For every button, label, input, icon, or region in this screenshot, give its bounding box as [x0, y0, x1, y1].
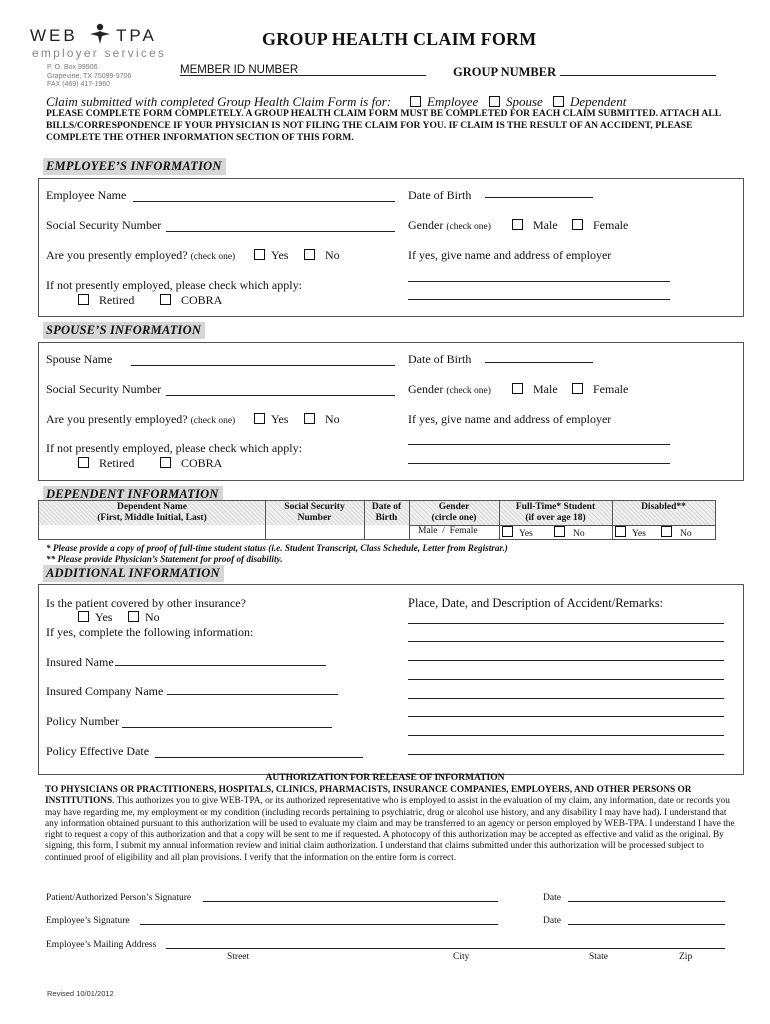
if-yes-label: If yes, complete the following information:	[46, 625, 254, 639]
spouse-female-option[interactable]: Female	[572, 382, 628, 397]
logo-word-tpa: TPA	[116, 26, 157, 45]
claim-for-employee-checkbox[interactable]	[410, 96, 421, 107]
employee-retired-checkbox[interactable]	[78, 294, 89, 305]
dep-student-yes[interactable]: Yes	[502, 526, 533, 539]
employee-dob-field[interactable]	[485, 197, 593, 198]
dep-col-disabled: Disabled**	[641, 502, 686, 512]
employee-male-checkbox[interactable]	[512, 219, 523, 230]
dep-disabled-no[interactable]: No	[661, 526, 692, 539]
member-id-field[interactable]	[180, 75, 426, 76]
logo-figure-icon	[88, 22, 112, 46]
employee-date-label: Date	[543, 916, 561, 926]
employee-employer-label: If yes, give name and address of employer	[408, 248, 612, 262]
claim-for-spouse-checkbox[interactable]	[489, 96, 500, 107]
claim-for-label: Claim submitted with completed Group Health Claim Form is for:	[46, 94, 392, 109]
spouse-retired-checkbox[interactable]	[78, 457, 89, 468]
group-number-field[interactable]	[560, 75, 716, 76]
spouse-name-field[interactable]	[131, 365, 395, 366]
member-id-label: MEMBER ID NUMBER	[180, 64, 299, 76]
spouse-dob-field[interactable]	[485, 362, 593, 363]
additional-section-header: ADDITIONAL INFORMATION	[43, 565, 224, 582]
employee-male-option[interactable]: Male	[512, 218, 558, 233]
city-label: City	[453, 952, 470, 962]
spouse-dob-label: Date of Birth	[408, 352, 472, 366]
dep-disabled-yes-checkbox[interactable]	[615, 526, 626, 537]
employee-dob-label: Date of Birth	[408, 188, 472, 202]
claim-for-dependent[interactable]: Dependent	[553, 94, 626, 110]
spouse-employer-label: If yes, give name and address of employer	[408, 412, 612, 426]
dep-col-student: Full-Time* Student (if over age 18)	[515, 502, 596, 523]
employee-employed-no-checkbox[interactable]	[304, 249, 315, 260]
dependent-note-2: ** Please provide Physician’s Statement for proof of disability.	[46, 554, 283, 564]
other-insurance-no[interactable]: No	[128, 610, 160, 625]
employee-ssn-field[interactable]	[166, 231, 395, 232]
policy-date-label: Policy Effective Date	[46, 744, 150, 758]
authorization-body-text: . This authorizes you to give WEB-TPA, or its authorized representative who is employed to assist in the evaluation of my claim, any information, date or records you may have regarding me, my employment or my condition (including records pertaining to psychiatric, drug or alcohol use history, and any disability I may have had). I understand that any information obtained pursuant to this authorization will be used to evaluate my claim and may be transferred to an agency or person employed by WEB-TPA. I understand I have the right to request a copy of this authorization and that a copy will be sent to me if requested. A photocopy of this authorization may be accepted as effective and valid as the original. By signing, this form, I submit my annual information review and initial claim authorization. I understand that claims submitted under this authorization will be processed subject to continued proof of eligibility and all plan provisions. I verify that the information on the entire form is correct.	[45, 796, 735, 863]
dependent-section-header: DEPENDENT INFORMATION	[43, 486, 223, 503]
spouse-name-label: Spouse Name	[46, 352, 113, 366]
authorization-title: AUTHORIZATION FOR RELEASE OF INFORMATION	[265, 773, 505, 783]
employee-female-checkbox[interactable]	[572, 219, 583, 230]
employee-employer-field-1[interactable]	[408, 281, 670, 282]
employee-signature-label: Employee’s Signature	[46, 916, 130, 926]
accident-label: Place, Date, and Description of Accident/Remarks:	[408, 596, 664, 610]
other-insurance-label: Is the patient covered by other insurance?	[46, 596, 246, 610]
other-insurance-no-checkbox[interactable]	[128, 611, 139, 622]
page-title: GROUP HEALTH CLAIM FORM	[262, 29, 537, 49]
dependent-note-1: * Please provide a copy of proof of full-time student status (i.e. Student Transcript, Class Schedule, Letter from Registrar.)	[46, 543, 508, 553]
address-line-3: FAX (469) 417-1960	[47, 81, 111, 88]
employee-section-header: EMPLOYEE’S INFORMATION	[43, 158, 226, 175]
dep-disabled-no-checkbox[interactable]	[661, 526, 672, 537]
spouse-employed-no-checkbox[interactable]	[304, 413, 315, 424]
spouse-employed-label: Are you presently employed? (check one)	[46, 412, 236, 426]
dep-student-no[interactable]: No	[554, 526, 585, 539]
employee-employed-yes-checkbox[interactable]	[254, 249, 265, 260]
spouse-ssn-field[interactable]	[166, 395, 395, 396]
address-line-1: P. O. Box 99906	[47, 64, 98, 71]
patient-date-label: Date	[543, 893, 561, 903]
accident-line-4[interactable]	[408, 679, 724, 680]
employee-gender-label: Gender (check one)	[408, 218, 491, 232]
employee-retired-option[interactable]: Retired	[78, 293, 134, 308]
spouse-employed-no[interactable]: No	[304, 412, 340, 427]
instructions: PLEASE COMPLETE FORM COMPLETELY. A GROUP HEALTH CLAIM FORM MUST BE COMPLETED FOR EACH CLAIM SUBMITTED. ATTACH ALL BILLS/CORRESPONDENCE IF YOUR PHYSICIAN IS NOT FILING THE CLAIM FOR YOU. IF CLAIM IS THE RESULT OF AN ACCIDENT, PLEASE COMPLETE THE OTHER INFORMATION SECTION OF THIS FORM.	[46, 108, 721, 143]
spouse-not-employed-label: If not presently employed, please check which apply:	[46, 441, 302, 455]
employee-employer-field-2[interactable]	[408, 299, 670, 300]
employee-cobra-checkbox[interactable]	[160, 294, 171, 305]
revised-date: Revised 10/01/2012	[47, 989, 114, 998]
employee-employed-yes[interactable]: Yes	[254, 248, 288, 263]
spouse-female-checkbox[interactable]	[572, 383, 583, 394]
employee-employed-label: Are you presently employed? (check one)	[46, 248, 236, 262]
employee-name-label: Employee Name	[46, 188, 127, 202]
accident-line-5[interactable]	[408, 698, 724, 699]
policy-number-field[interactable]	[122, 727, 332, 728]
spouse-gender-label: Gender (check one)	[408, 382, 491, 396]
other-insurance-yes-checkbox[interactable]	[78, 611, 89, 622]
accident-line-3[interactable]	[408, 660, 724, 661]
employee-date-field[interactable]	[568, 924, 725, 925]
employee-cobra-option[interactable]: COBRA	[160, 293, 222, 308]
patient-signature-label: Patient/Authorized Person’s Signature	[46, 893, 192, 903]
dep-gender-options[interactable]: Male / Female	[418, 526, 478, 536]
employee-not-employed-label: If not presently employed, please check which apply:	[46, 278, 302, 292]
dep-student-yes-checkbox[interactable]	[502, 526, 513, 537]
dep-col-dob: Date of Birth	[371, 502, 402, 523]
employee-employed-no[interactable]: No	[304, 248, 340, 263]
company-address	[47, 64, 131, 90]
employee-ssn-label: Social Security Number	[46, 218, 162, 232]
employee-signature-field[interactable]	[140, 924, 498, 925]
insured-name-label: Insured Name	[46, 655, 114, 669]
authorization-bold-text: TO PHYSICIANS OR PRACTITIONERS, HOSPITALS, CLINICS, PHARMACISTS, INSURANCE COMPANIES, EMPLOYERS, AND OTHER PERSONS OR INSTITUTIONS	[45, 785, 692, 807]
employee-name-field[interactable]	[133, 201, 395, 202]
policy-number-label: Policy Number	[46, 714, 119, 728]
patient-signature-field[interactable]	[203, 901, 498, 902]
spouse-male-option[interactable]: Male	[512, 382, 558, 397]
dep-col-ssn: Social Security Number	[284, 502, 345, 523]
spouse-retired-option[interactable]: Retired	[78, 456, 134, 471]
claim-for-employee[interactable]: Employee	[410, 94, 478, 110]
dep-col-gender: Gender (circle one)	[431, 502, 477, 523]
spouse-employed-yes-checkbox[interactable]	[254, 413, 265, 424]
claim-for-dependent-checkbox[interactable]	[553, 96, 564, 107]
logo	[30, 26, 170, 62]
mailing-address-label: Employee’s Mailing Address	[46, 940, 157, 950]
spouse-employer-field-2[interactable]	[408, 463, 670, 464]
spouse-employed-yes[interactable]: Yes	[254, 412, 288, 427]
accident-line-1[interactable]	[408, 623, 724, 624]
spouse-cobra-option[interactable]: COBRA	[160, 456, 222, 471]
mailing-address-field[interactable]	[166, 948, 725, 949]
insured-company-label: Insured Company Name	[46, 684, 164, 698]
claim-for-spouse[interactable]: Spouse	[489, 94, 543, 110]
accident-line-6[interactable]	[408, 716, 724, 717]
spouse-cobra-checkbox[interactable]	[160, 457, 171, 468]
dep-student-no-checkbox[interactable]	[554, 526, 565, 537]
dependent-table	[38, 500, 716, 540]
address-line-2: Grapevine, TX 75099-9706	[47, 72, 132, 80]
zip-label: Zip	[679, 952, 693, 962]
authorization-text	[45, 785, 735, 864]
policy-date-field[interactable]	[155, 757, 363, 758]
spouse-section-header: SPOUSE’S INFORMATION	[43, 322, 205, 339]
street-label: Street	[227, 952, 250, 962]
employee-female-option[interactable]: Female	[572, 218, 628, 233]
spouse-male-checkbox[interactable]	[512, 383, 523, 394]
spouse-ssn-label: Social Security Number	[46, 382, 162, 396]
group-number-label: GROUP NUMBER	[453, 65, 557, 79]
accident-line-7[interactable]	[408, 735, 724, 736]
dep-col-name: Dependent Name (First, Middle Initial, Last)	[97, 502, 207, 523]
state-label: State	[589, 952, 608, 962]
logo-word-web: WEB	[30, 26, 78, 45]
logo-tagline: employer services	[32, 46, 167, 60]
insured-company-field[interactable]	[167, 694, 338, 695]
accident-line-2[interactable]	[408, 641, 724, 642]
insured-name-field[interactable]	[115, 665, 326, 666]
accident-line-8[interactable]	[408, 754, 724, 755]
dep-disabled-yes[interactable]: Yes	[615, 526, 646, 539]
other-insurance-yes[interactable]: Yes	[78, 610, 112, 625]
spouse-employer-field-1[interactable]	[408, 444, 670, 445]
patient-date-field[interactable]	[568, 901, 725, 902]
